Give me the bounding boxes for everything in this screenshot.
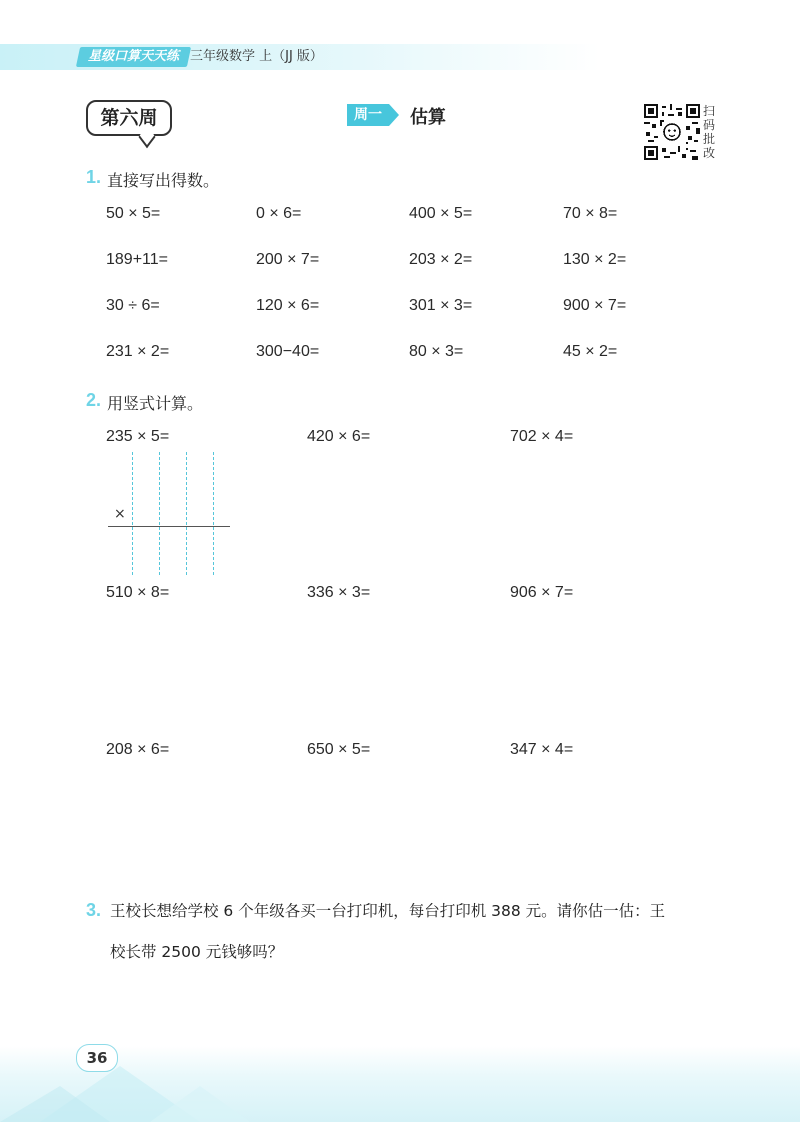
section-1-title: 直接写出得数。 [107, 171, 220, 190]
day-tag: 周一 [347, 104, 389, 126]
oral-expression: 80 × 3= [409, 343, 464, 360]
section-2-title: 用竖式计算。 [107, 394, 204, 413]
section-3-number: 3. [86, 900, 102, 920]
guide-line [186, 452, 187, 575]
book-info: 三年级数学 上（JJ 版） [190, 49, 323, 64]
qr-label-char: 码 [703, 118, 716, 132]
oral-expression: 120 × 6= [256, 297, 320, 314]
times-sign: × [114, 506, 126, 522]
oral-expression: 45 × 2= [563, 343, 618, 360]
column-calc-expression: 347 × 4= [510, 741, 574, 758]
column-calc-expression: 650 × 5= [307, 741, 371, 758]
column-calc-expression: 906 × 7= [510, 584, 574, 601]
footer-decoration [0, 1046, 800, 1122]
word-problem-line-2: 校长带 2500 元钱够吗？ [110, 943, 284, 961]
qr-label-char: 批 [703, 132, 716, 146]
column-calc-expression: 336 × 3= [307, 584, 371, 601]
oral-expression: 200 × 7= [256, 251, 320, 268]
qr-code-icon[interactable] [644, 104, 700, 160]
oral-expression: 50 × 5= [106, 205, 161, 222]
oral-expression: 0 × 6= [256, 205, 302, 222]
qr-label-char: 改 [703, 146, 716, 160]
column-calc-expression: 702 × 4= [510, 428, 574, 445]
column-calc-expression: 420 × 6= [307, 428, 371, 445]
oral-expression: 231 × 2= [106, 343, 170, 360]
oral-expression: 30 ÷ 6= [106, 297, 160, 314]
section-1-number: 1. [86, 167, 102, 187]
word-problem-line-1: 王校长想给学校 6 个年级各买一台打印机，每台打印机 388 元。请你估一估：王 [110, 902, 666, 920]
footer-band [0, 1046, 800, 1122]
topic-title: 估算 [410, 107, 446, 128]
series-tag: 星级口算天天练 [76, 47, 191, 67]
oral-expression: 203 × 2= [409, 251, 473, 268]
oral-expression: 300−40= [256, 343, 320, 360]
oral-expression: 189+11= [106, 251, 168, 268]
oral-expression: 130 × 2= [563, 251, 627, 268]
oral-expression: 400 × 5= [409, 205, 473, 222]
page-number: 36 [76, 1044, 118, 1072]
qr-label-char: 扫 [703, 104, 716, 118]
qr-label [703, 104, 717, 160]
week-label: 第六周 [86, 100, 172, 136]
oral-expression: 301 × 3= [409, 297, 473, 314]
oral-expression: 900 × 7= [563, 297, 627, 314]
section-2-number: 2. [86, 390, 102, 410]
guide-line [132, 452, 133, 575]
column-calc-expression: 510 × 8= [106, 584, 170, 601]
column-calc-expression: 235 × 5= [106, 428, 170, 445]
guide-line [159, 452, 160, 575]
oral-expression: 70 × 8= [563, 205, 618, 222]
column-calc-expression: 208 × 6= [106, 741, 170, 758]
result-line [108, 526, 230, 527]
guide-line [213, 452, 214, 575]
